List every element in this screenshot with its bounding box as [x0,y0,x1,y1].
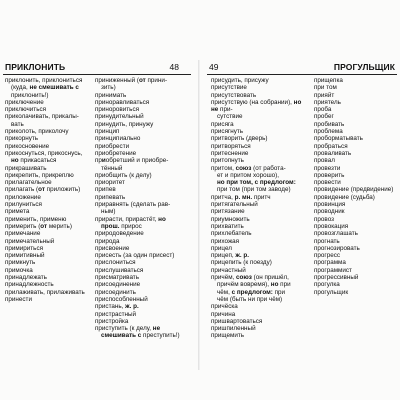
dictionary-entry: приключиться [5,106,47,114]
grammar-note: не смешивать с [29,84,79,92]
dictionary-entry: присутствие [211,84,247,92]
dictionary-entry: прош. прирос [101,222,142,230]
dictionary-entry: приклонить!) [11,91,49,99]
dictionary-entry: приобрести [95,142,130,150]
grammar-note: и [101,157,106,165]
grammar-note: р. мн. [234,193,253,201]
right-page [207,62,397,362]
grammar-note: от [40,222,48,230]
grammar-note: с предлогом: [231,288,273,296]
dictionary-entry: принести [5,295,32,303]
dictionary-entry: прирасти, прирастёт, но [95,215,166,223]
dictionary-entry: притворяться [211,142,251,150]
dictionary-entry: проба [314,106,332,114]
dictionary-entry: присесть (за один присест) [95,252,175,260]
dictionary-entry: присоединение [95,281,141,289]
dictionary-entry: провозглашать [314,230,358,238]
dictionary-entry: прикоснуться, прикоснусь, [5,149,83,157]
dictionary-entry: принципиально [95,135,141,143]
running-head: ПРИКЛОНИТЬ [5,62,66,72]
dictionary-entry: присутствовать [211,91,257,99]
dictionary-entry: прислушиваться [95,266,144,274]
dictionary-entry: пришпиленный [211,325,256,333]
dictionary-entry: принудительный [95,113,144,121]
dictionary-entry: примириться [5,244,44,252]
dictionary-entry: примета [5,208,30,216]
dictionary-entry: смешивать с преступить!) [101,332,180,340]
grammar-note: от [38,186,45,194]
dictionary-entry: ным) [101,208,116,216]
dictionary-entry: пристрастный [95,310,137,318]
dictionary-entry: приумножить [211,215,250,223]
dictionary-entry: пробег [314,113,334,121]
dictionary-entry: притязание [211,208,245,216]
dictionary-column [5,77,91,303]
dictionary-entry: прилагать (от приложить) [5,186,81,194]
dictionary-entry: приниженный (от прини- [95,77,168,84]
dictionary-entry: прицел [211,244,232,252]
dictionary-entry: прищемить [211,332,245,340]
dictionary-entry: пробивать [314,120,345,128]
dictionary-entry: природоведение [95,230,144,238]
dictionary-entry: прогулка [314,281,340,289]
dictionary-entry: притом, союз (от работа- [211,164,286,172]
dictionary-entry: припевать [95,193,126,201]
grammar-note: не [152,325,161,333]
dictionary-entry: приколачивать, прикалы- [5,113,79,121]
dictionary-entry: принцип [95,128,120,136]
dictionary-entry: прихватить [211,222,244,230]
dictionary-entry: программист [314,266,352,274]
grammar-note: но [270,281,279,289]
dictionary-entry: примечание [5,230,41,238]
dictionary-entry: присудить, присужу [211,77,269,84]
grammar-note: ж. р. [125,303,139,311]
dictionary-entry: чём, с предлогом: при [217,288,286,296]
dictionary-entry: но прикасаться [11,157,57,165]
dictionary-entry: провести [314,179,341,187]
dictionary-entry: приспособленный [95,295,148,303]
dictionary-entry: примитивный [5,252,45,260]
dictionary-entry: ет и притом хорошо), [217,171,280,179]
grammar-note: союз [235,164,252,172]
dictionary-entry: припев [95,186,116,194]
dictionary-entry: при том [314,84,337,92]
dictionary-column [95,77,187,340]
dictionary-entry: принадлежать [5,274,47,282]
dictionary-entry: причёска [211,303,238,311]
dictionary-entry: провезти [314,164,341,172]
grammar-note: смешивать с [101,332,142,340]
dictionary-entry: проблема [314,128,343,136]
right-page-header [207,62,397,75]
dictionary-entry: прислониться [95,259,136,267]
dictionary-entry: приоритет [95,179,125,187]
page-number: 49 [209,62,219,72]
dictionary-entry: примочка [5,266,33,274]
dictionary-entry: пробраться [314,142,348,150]
dictionary-entry: зить) [101,84,116,92]
dictionary-column [314,77,397,296]
dictionary-entry: примкнуть [5,259,36,267]
dictionary-entry: притча, р. мн. притч [211,193,271,201]
dictionary-entry: проваливать [314,149,352,157]
dictionary-entry: присягнуть [211,128,244,136]
dictionary-entry: присоединить [95,288,136,296]
dictionary-entry: (куда, не смешивать с [11,84,79,92]
dictionary-entry: прилуниться [5,201,42,209]
dictionary-entry: пристань, ж. р. [95,303,139,311]
dictionary-entry: прикосновение [5,142,50,150]
left-page [3,62,191,362]
dictionary-entry: приклонить, приклониться [5,77,83,84]
dictionary-entry: прикрашивать [5,164,47,172]
dictionary-entry: провокация [314,222,349,230]
dictionary-entry: прилаживать, прилаживать [5,288,85,296]
dictionary-entry: сутствие [217,113,243,121]
dictionary-entry: приложение [5,193,41,201]
dictionary-entry: приключение [5,98,44,106]
dictionary-entry: приобретший и приобре- [95,157,169,165]
dictionary-entry: притворить (дверь) [211,135,268,143]
grammar-note: ж. р. [235,252,249,260]
dictionary-entry [211,179,309,186]
dictionary-entry: прикорнуть [5,135,39,143]
dictionary-entry: природа [95,237,120,245]
dictionary-entry: проборматывать [314,135,363,143]
grammar-note: но не [211,98,302,114]
dictionary-entry: приноравливаться [95,98,150,106]
left-page-header [3,62,191,75]
dictionary-entry: тённый [101,164,123,172]
dictionary-entry: принудить, принужу [95,120,154,128]
dictionary-entry: прогрессивный [314,274,359,282]
dictionary-entry: пришвартоваться [211,317,263,325]
grammar-note: от [138,77,146,84]
grammar-note: но [11,157,19,165]
dictionary-entry: притопнуть [211,157,244,165]
dictionary-column [211,77,309,340]
grammar-note: прош. [101,222,120,230]
dictionary-entry: провидение (судьба) [314,193,375,201]
book-fold [198,60,200,370]
dictionary-entry: прогульщик [314,288,349,296]
dictionary-entry: примечательный [5,237,55,245]
dictionary-entry: принадлежность [5,281,54,289]
dictionary-entry: прицеп, ж. р. [211,252,249,260]
dictionary-entry: провинция [314,201,346,209]
dictionary-entry: причём вовремя), но при [217,281,291,289]
dictionary-entry: прищепка [314,77,343,84]
dictionary-entry: приобщить (к делу) [95,171,152,179]
running-head: ПРОГУЛЬЩИК [333,62,395,72]
dictionary-entry: проверить [314,171,345,179]
dictionary-entry: при том (при том заводе) [217,186,291,194]
dictionary-entry: примерить (от мерить) [5,222,72,230]
dictionary-entry: прилагательное [5,179,52,187]
grammar-note: союз [236,274,252,282]
dictionary-entry: приноровиться [95,106,139,114]
dictionary-entry: притеснение [211,149,249,157]
dictionary-entry: присматривать [95,274,139,282]
dictionary-entry: программа [314,259,346,267]
dictionary-entry: приступить (к делу, не [95,325,161,333]
dictionary-entry: проводник [314,208,345,216]
dictionary-entry: прогресс [314,252,341,260]
dictionary-entry: прихлебатель [211,230,252,238]
dictionary-entry: прицепить (к поезду) [211,259,272,267]
dictionary-entry: прихожая [211,237,240,245]
dictionary-entry: приобретение [95,149,137,157]
dictionary-entry: причём, союз (он пришёл, [211,274,289,282]
dictionary-entry: применить, применю [5,215,67,223]
grammar-note: но [158,215,166,223]
dictionary-entry: прияйт [314,91,335,99]
dictionary-entry: чём (быть ни при чём) [217,295,283,303]
page-number: 48 [169,62,179,72]
dictionary-entry: провоз [314,215,335,223]
dictionary-entry: вать [11,120,24,128]
dictionary-entry: прогнать [314,237,340,245]
dictionary-entry: причастный [211,266,246,274]
dictionary-entry: приятель [314,98,341,106]
dictionary-entry: прикрепить, прикреплю [5,171,74,179]
dictionary-entry: присвоение [95,244,130,252]
dictionary-entry: притягательный [211,201,258,209]
dictionary-entry: провидение (предвидение) [314,186,394,194]
dictionary-entry: приколоть, приколочу [5,128,69,136]
dictionary-entry: присутствую (на собрании), но не при- [211,98,302,114]
dictionary-entry: причина [211,310,236,318]
dictionary-entry: пристройка [95,317,129,325]
dictionary-entry: провал [314,157,335,165]
dictionary-entry: присяга [211,120,234,128]
dictionary-entry: приравнять (сделать рав- [95,201,171,209]
grammar-note: но при том, с предлогом: [217,179,296,187]
dictionary-entry: принимать [95,91,127,99]
dictionary-entry: прогнозировать [314,244,360,252]
